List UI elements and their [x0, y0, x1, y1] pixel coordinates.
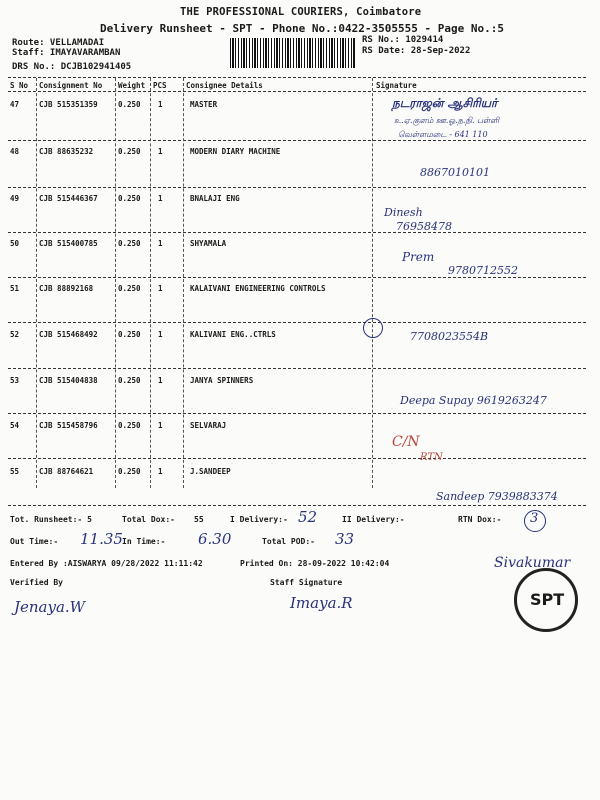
signature-row-50-phone: 9780712552: [448, 264, 518, 277]
courier-company-title: THE PROFESSIONAL COURIERS, Coimbatore: [180, 6, 422, 18]
signature-row-53: Deepa Supay 9619263247: [400, 394, 547, 407]
row-pcs: 1: [158, 284, 163, 293]
spt-stamp-text: SPT: [530, 590, 565, 609]
route-label: Route: VELLAMADAI: [12, 38, 105, 48]
row-consignee: SELVARAJ: [190, 421, 227, 430]
signature-row-51-circle: [363, 318, 383, 338]
total-pod-value: 33: [335, 530, 355, 548]
row-weight: 0.250: [118, 284, 141, 293]
row-weight: 0.250: [118, 239, 141, 248]
staff-label: Staff: IMAYAVARAMBAN: [12, 48, 121, 58]
row-weight: 0.250: [118, 421, 141, 430]
row-pcs: 1: [158, 194, 163, 203]
total-dox-value: 55: [194, 515, 204, 524]
row-sno: 48: [10, 147, 20, 156]
row-sno: 55: [10, 467, 20, 476]
i-delivery-label: I Delivery:-: [230, 515, 288, 524]
row-consignment-no: CJB 515351359: [39, 100, 98, 109]
row-consignment-no: CJB 515458796: [39, 421, 98, 430]
col-pcs: PCS: [153, 81, 167, 90]
verified-signature: Jenaya.W: [14, 598, 86, 616]
tot-runsheet: Tot. Runsheet:- 5: [10, 515, 92, 524]
row-consignee: KALIVANI ENG..CTRLS: [190, 330, 276, 339]
row-consignment-no: CJB 515404838: [39, 376, 98, 385]
row-pcs: 1: [158, 147, 163, 156]
signature-row-48: 8867010101: [420, 166, 490, 179]
row-consignment-no: CJB 515400785: [39, 239, 98, 248]
row-consignee: JANYA SPINNERS: [190, 376, 254, 385]
right-signature: Sivakumar: [494, 555, 571, 571]
signature-row-47-name: நடராஜன் ஆசிரியர்: [392, 96, 498, 110]
row-pcs: 1: [158, 421, 163, 430]
row-weight: 0.250: [118, 330, 141, 339]
row-sno: 50: [10, 239, 20, 248]
printed-on: Printed On: 28-09-2022 10:42:04: [240, 559, 390, 568]
signature-row-50-name: Prem: [402, 250, 435, 264]
row-consignee: J.SANDEEP: [190, 467, 231, 476]
staff-signature-label: Staff Signature: [270, 578, 343, 587]
signature-row-54-rtn: RTN: [420, 452, 443, 463]
row-weight: 0.250: [118, 467, 141, 476]
signature-row-52: 7708023554B: [410, 330, 489, 343]
row-consignee: MODERN DIARY MACHINE: [190, 147, 281, 156]
out-time-value: 11.35: [80, 530, 123, 548]
row-weight: 0.250: [118, 147, 141, 156]
signature-row-49-phone: 76958478: [396, 220, 452, 233]
row-consignee: KALAIVANI ENGINEERING CONTROLS: [190, 284, 326, 293]
row-consignee: SHYAMALA: [190, 239, 227, 248]
row-consignment-no: CJB 88764621: [39, 467, 94, 476]
out-time-label: Out Time:-: [10, 537, 59, 546]
in-time-value: 6.30: [198, 530, 232, 548]
signature-row-54-cn: C/N: [392, 434, 420, 450]
staff-signature: Imaya.R: [290, 594, 353, 612]
col-sno: S No: [10, 81, 29, 90]
total-pod-label: Total POD:-: [262, 537, 315, 546]
row-consignment-no: CJB 515468492: [39, 330, 98, 339]
row-consignee: MASTER: [190, 100, 218, 109]
col-consignment-no: Consignment No: [39, 81, 103, 90]
i-delivery-value: 52: [298, 508, 318, 526]
row-sno: 54: [10, 421, 20, 430]
col-consignee-details: Consignee Details: [186, 81, 263, 90]
row-sno: 47: [10, 100, 20, 109]
total-dox-label: Total Dox:-: [122, 515, 175, 524]
col-signature: Signature: [376, 81, 417, 90]
in-time-label: In Time:-: [122, 537, 166, 546]
row-consignment-no: CJB 515446367: [39, 194, 98, 203]
signature-row-47-place: வெள்ளமடை - 641 110: [398, 130, 488, 139]
barcode: [230, 38, 355, 68]
row-sno: 49: [10, 194, 20, 203]
signature-row-49-name: Dinesh: [384, 206, 423, 219]
row-pcs: 1: [158, 467, 163, 476]
runsheet-title: Delivery Runsheet - SPT - Phone No.:0422-3505555 - Page No.:5: [100, 22, 504, 35]
rs-number: RS No.: 1029414: [362, 35, 444, 45]
row-weight: 0.250: [118, 376, 141, 385]
row-pcs: 1: [158, 100, 163, 109]
rtn-dox-label: RTN Dox:-: [458, 515, 502, 524]
entered-by: Entered By :AISWARYA 09/28/2022 11:11:42: [10, 559, 203, 568]
col-weight: Weight: [118, 81, 146, 90]
row-weight: 0.250: [118, 100, 141, 109]
verified-by-label: Verified By: [10, 578, 63, 587]
row-sno: 53: [10, 376, 20, 385]
row-consignment-no: CJB 88635232: [39, 147, 94, 156]
row-consignee: BNALAJI ENG: [190, 194, 240, 203]
rtn-dox-value: 3: [530, 511, 539, 526]
row-sno: 52: [10, 330, 20, 339]
row-pcs: 1: [158, 376, 163, 385]
row-pcs: 1: [158, 330, 163, 339]
row-consignment-no: CJB 88892168: [39, 284, 94, 293]
drs-number: DRS No.: DCJB102941405: [12, 62, 132, 72]
row-sno: 51: [10, 284, 20, 293]
signature-row-55: Sandeep 7939883374: [436, 490, 558, 503]
ii-delivery-label: II Delivery:-: [342, 515, 405, 524]
signature-row-47-school: உ.ஏ.குளம் ஊ.ஓ.ந.நி. பள்ளி: [394, 116, 500, 125]
row-weight: 0.250: [118, 194, 141, 203]
rs-date: RS Date: 28-Sep-2022: [362, 46, 471, 56]
row-pcs: 1: [158, 239, 163, 248]
